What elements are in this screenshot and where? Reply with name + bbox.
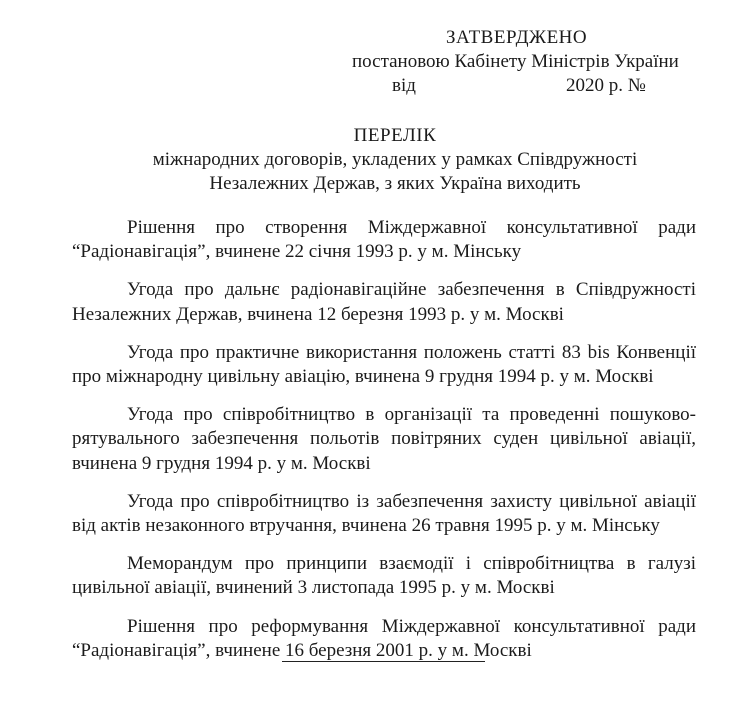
title-line-1: міжнародних договорів, укладених у рамках Співдружності xyxy=(152,149,638,170)
title-heading: ПЕРЕЛІК xyxy=(353,125,437,146)
treaty-list xyxy=(72,216,696,663)
list-item: Рішення про створення Міждержавної консультативної ради “Радіонавігація”, вчинене 22 січня 1993 р. у м. Мінську xyxy=(72,217,696,263)
approval-from: від xyxy=(392,75,416,96)
list-item: Угода про дальнє радіонавігаційне забезпечення в Співдружності Незалежних Держав, вчинена 12 березня 1993 р. у м. Москві xyxy=(72,279,696,325)
approval-resolution: постановою Кабінету Міністрів України xyxy=(352,51,679,72)
list-item: Угода про співробітництво із забезпечення захисту цивільної авіації від актів незаконного втручання, вчинена 26 травня 1995 р. у м. Мінську xyxy=(72,490,696,537)
approval-stamp: ЗАТВЕРДЖЕНО xyxy=(446,27,588,48)
closing-divider xyxy=(282,661,485,662)
list-item: Угода про співробітництво в організації та проведенні пошуково-рятувального забезпечення польотів повітряних суден цивільної авіації, вчинена 9 грудня 1994 р. у м. Москві xyxy=(72,404,696,474)
list-item: Угода про практичне використання положень статті 83 bis Конвенції про міжнародну цивільну авіацію, вчинена 9 грудня 1994 р. у м. Москві xyxy=(72,341,696,388)
approval-year-number: 2020 р. № xyxy=(566,75,646,96)
document-title xyxy=(95,124,695,196)
approval-date-line xyxy=(352,74,692,98)
list-item: Рішення про реформування Міждержавної консультативної ради “Радіонавігація”, вчинене 16 березня 2001 р. у м. Москві xyxy=(72,615,696,661)
title-line-2: Незалежних Держав, з яких Україна виходить xyxy=(209,173,581,194)
list-item: Меморандум про принципи взаємодії і співробітництва в галузі цивільної авіації, вчинений 3 листопада 1995 р. у м. Москві xyxy=(72,553,696,599)
approval-block xyxy=(352,26,692,98)
